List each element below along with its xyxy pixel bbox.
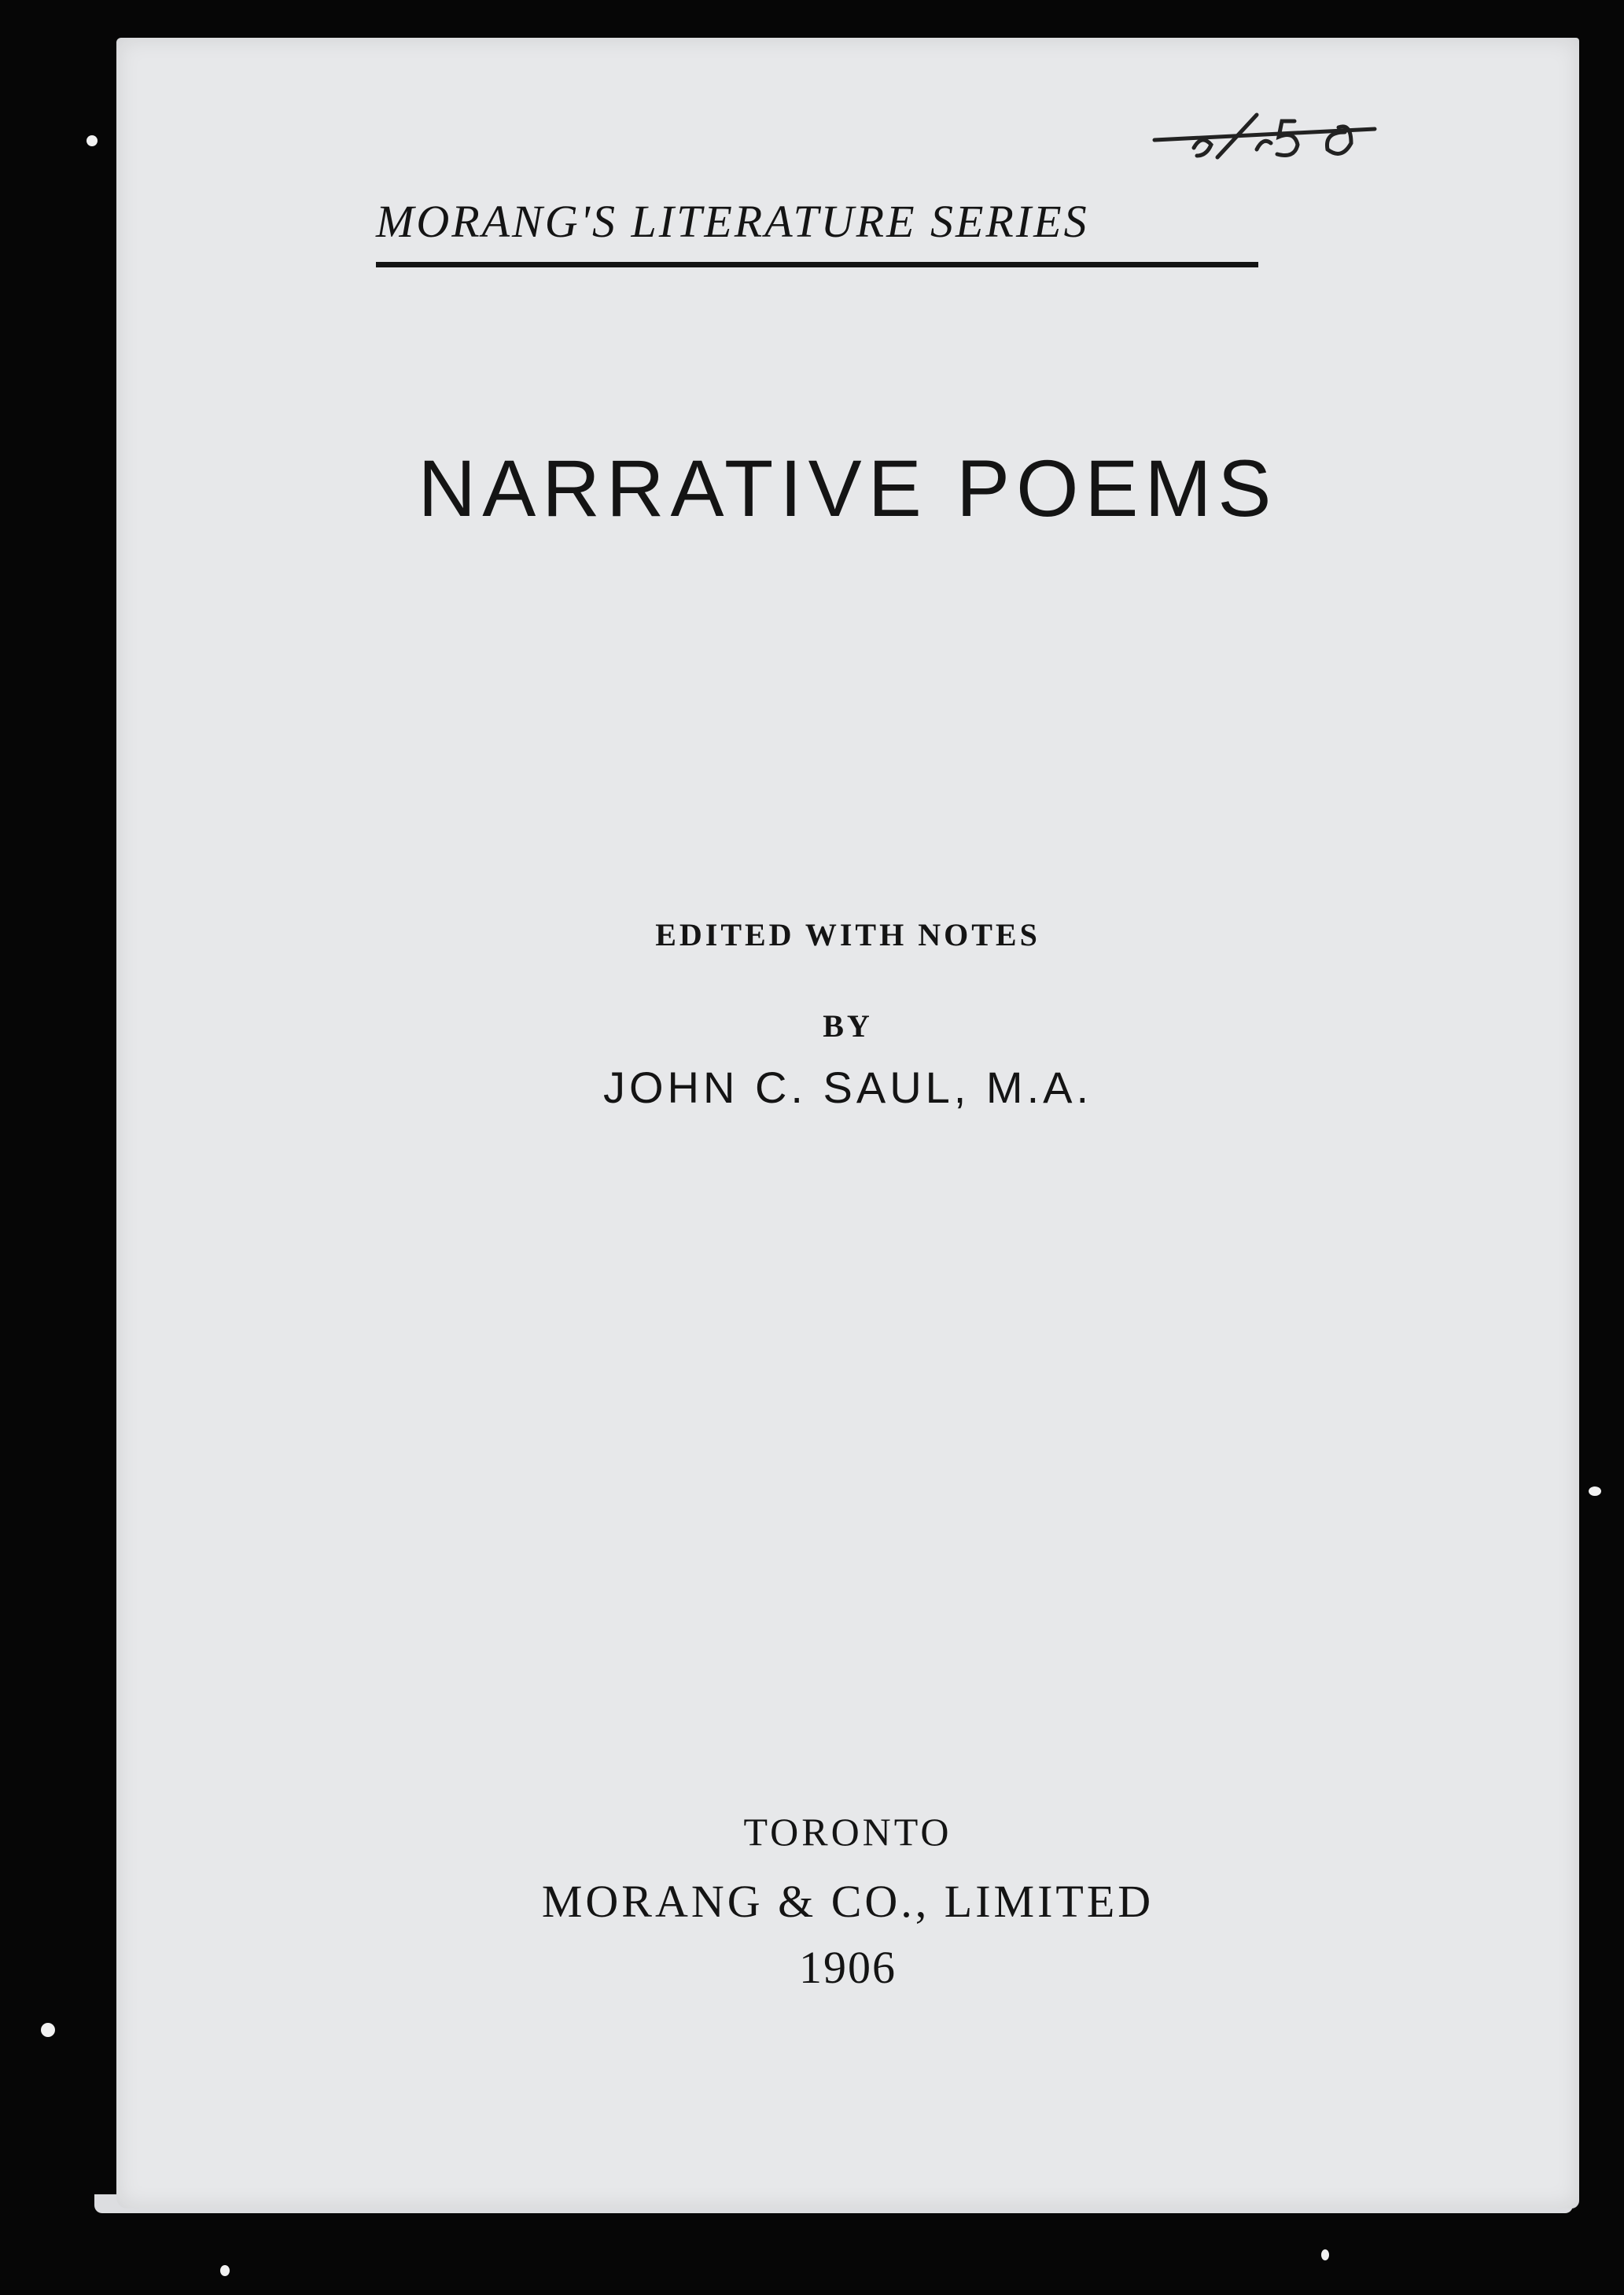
- edited-line: EDITED WITH NOTES: [655, 917, 1040, 952]
- handwritten-note: [1139, 101, 1501, 171]
- scan-speck: [220, 2265, 230, 2276]
- imprint-year: 1906: [799, 1942, 897, 1993]
- scan-speck: [1589, 1486, 1601, 1496]
- by-line: BY: [823, 1008, 873, 1044]
- scan-speck: [1321, 2249, 1329, 2260]
- scan-speck: [41, 2023, 55, 2037]
- series-rule: [376, 262, 1258, 267]
- author-name: JOHN C. SAUL, M.A.: [602, 1063, 1093, 1112]
- title-page: [116, 38, 1579, 2208]
- scan-speck: [87, 135, 98, 146]
- book-title: NARRATIVE POEMS: [418, 444, 1278, 533]
- series-title: MORANG'S LITERATURE SERIES: [376, 196, 1089, 247]
- handwritten-note-drawing: [1139, 101, 1501, 171]
- imprint-publisher: MORANG & CO., LIMITED: [541, 1876, 1154, 1927]
- imprint-city: TORONTO: [743, 1810, 952, 1854]
